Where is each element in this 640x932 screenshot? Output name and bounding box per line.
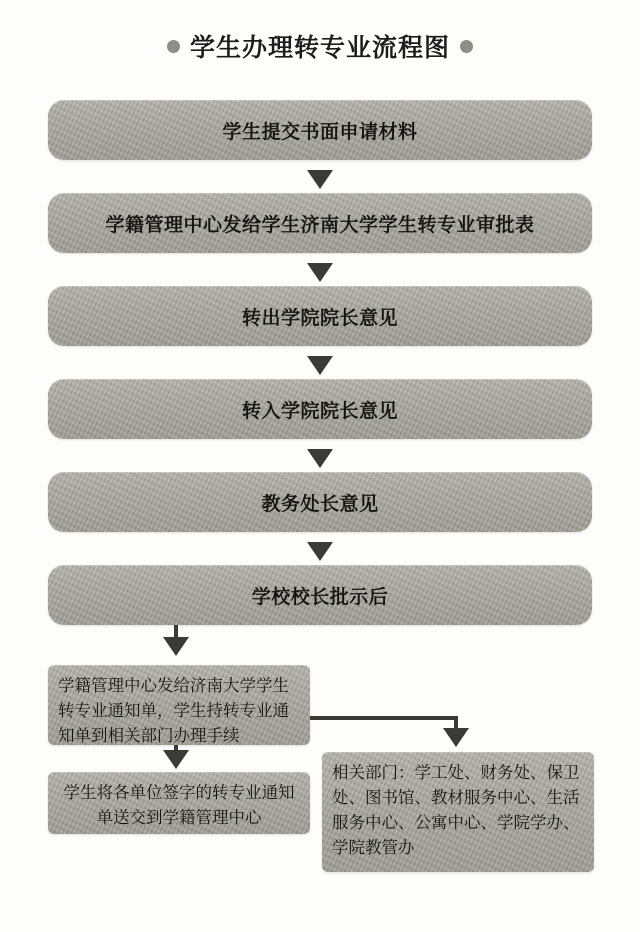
- flow-step-3: 转出学院院长意见: [48, 286, 592, 346]
- note-box-2: 学生将各单位签字的转专业通知单送交到学籍管理中心: [48, 772, 310, 834]
- connector-line-horizontal: [310, 716, 458, 720]
- arrow-down-icon: [443, 728, 469, 747]
- arrow-down-icon: [307, 170, 333, 189]
- flow-step-5: 教务处长意见: [48, 472, 592, 532]
- arrow-down-icon: [163, 637, 189, 656]
- arrow-down-icon: [307, 542, 333, 561]
- page-title: [0, 28, 640, 64]
- note-box-3: 相关部门：学工处、财务处、保卫处、图书馆、教材服务中心、生活服务中心、公寓中心、学院学办、学院教管办: [322, 752, 594, 872]
- flow-step-2: 学籍管理中心发给学生济南大学学生转专业审批表: [48, 193, 592, 253]
- flow-step-4: 转入学院院长意见: [48, 379, 592, 439]
- flow-step-6: 学校校长批示后: [48, 565, 592, 625]
- arrow-down-icon: [307, 263, 333, 282]
- note-box-1: 学籍管理中心发给济南大学学生转专业通知单，学生持转专业通知单到相关部门办理手续: [48, 665, 310, 745]
- bullet-dot-icon: [167, 40, 180, 53]
- arrow-down-icon: [307, 356, 333, 375]
- flow-step-1: 学生提交书面申请材料: [48, 100, 592, 160]
- bullet-dot-icon: [460, 40, 473, 53]
- page-title-text: 学生办理转专业流程图: [189, 35, 450, 62]
- arrow-down-icon: [163, 750, 189, 769]
- arrow-down-icon: [307, 449, 333, 468]
